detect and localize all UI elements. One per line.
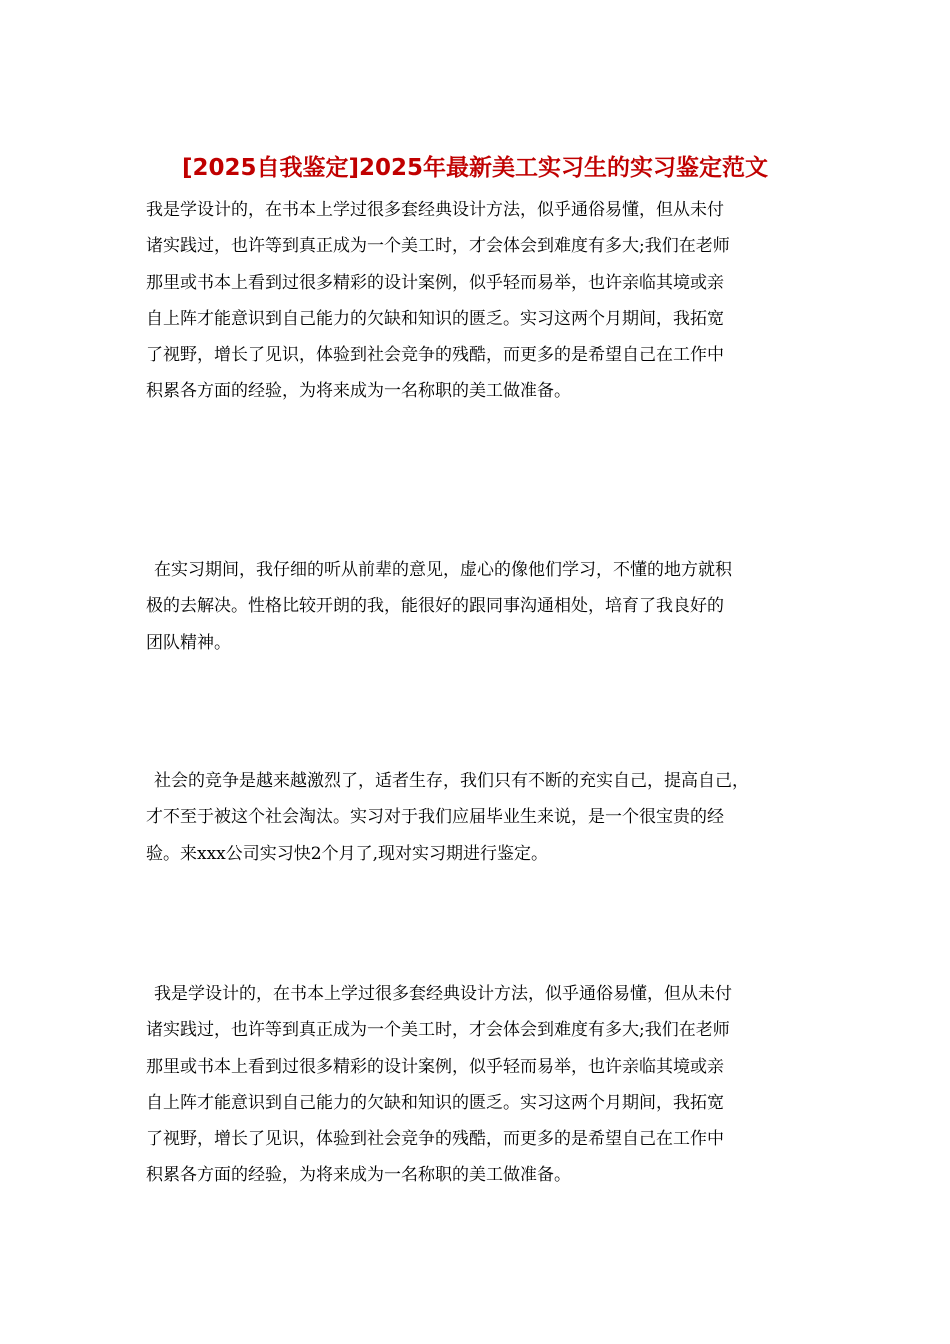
document-title: [2025自我鉴定]2025年最新美工实习生的实习鉴定范文 — [181, 155, 769, 181]
paragraph-line: 我是学设计的，在书本上学过很多套经典设计方法，似乎通俗易懂，但从未付 — [146, 200, 724, 220]
paragraph-line: 在实习期间，我仔细的听从前辈的意见，虚心的像他们学习，不懂的地方就积 — [154, 560, 732, 580]
paragraph-line: 那里或书本上看到过很多精彩的设计案例，似乎轻而易举，也许亲临其境或亲 — [146, 272, 724, 293]
paragraph-line: 团队精神。 — [146, 632, 231, 653]
paragraph-line: 诸实践过，也许等到真正成为一个美工时，才会体会到难度有多大;我们在老师 — [146, 1020, 730, 1041]
paragraph-line: 极的去解决。性格比较开朗的我，能很好的跟同事沟通相处，培育了我良好的 — [146, 596, 724, 617]
paragraph-line: 自上阵才能意识到自己能力的欠缺和知识的匮乏。实习这两个月期间，我拓宽 — [146, 1092, 724, 1113]
paragraph-line: 社会的竞争是越来越激烈了，适者生存，我们只有不断的充实自己，提高自己， — [154, 771, 749, 791]
paragraph-line: 了视野，增长了见识，体验到社会竞争的残酷，而更多的是希望自己在工作中 — [146, 1129, 724, 1150]
paragraph-line: 积累各方面的经验，为将来成为一名称职的美工做准备。 — [146, 381, 571, 402]
paragraph-line: 才不至于被这个社会淘汰。实习对于我们应届毕业生来说，是一个很宝贵的经 — [146, 807, 724, 828]
paragraph-3 — [146, 763, 749, 872]
paragraph-line: 自上阵才能意识到自己能力的欠缺和知识的匮乏。实习这两个月期间，我拓宽 — [146, 308, 724, 329]
paragraph-line: 积累各方面的经验，为将来成为一名称职的美工做准备。 — [146, 1165, 571, 1186]
paragraph-line: 我是学设计的，在书本上学过很多套经典设计方法，似乎通俗易懂，但从未付 — [154, 984, 732, 1004]
paragraph-1 — [146, 192, 730, 410]
paragraph-line: 验。来xxx公司实习快2个月了,现对实习期进行鉴定。 — [146, 843, 548, 864]
paragraph-line: 那里或书本上看到过很多精彩的设计案例，似乎轻而易举，也许亲临其境或亲 — [146, 1056, 724, 1077]
paragraph-2 — [146, 552, 732, 661]
paragraph-4 — [146, 976, 732, 1194]
paragraph-line: 诸实践过，也许等到真正成为一个美工时，才会体会到难度有多大;我们在老师 — [146, 236, 730, 257]
paragraph-line: 了视野，增长了见识，体验到社会竞争的残酷，而更多的是希望自己在工作中 — [146, 345, 724, 366]
